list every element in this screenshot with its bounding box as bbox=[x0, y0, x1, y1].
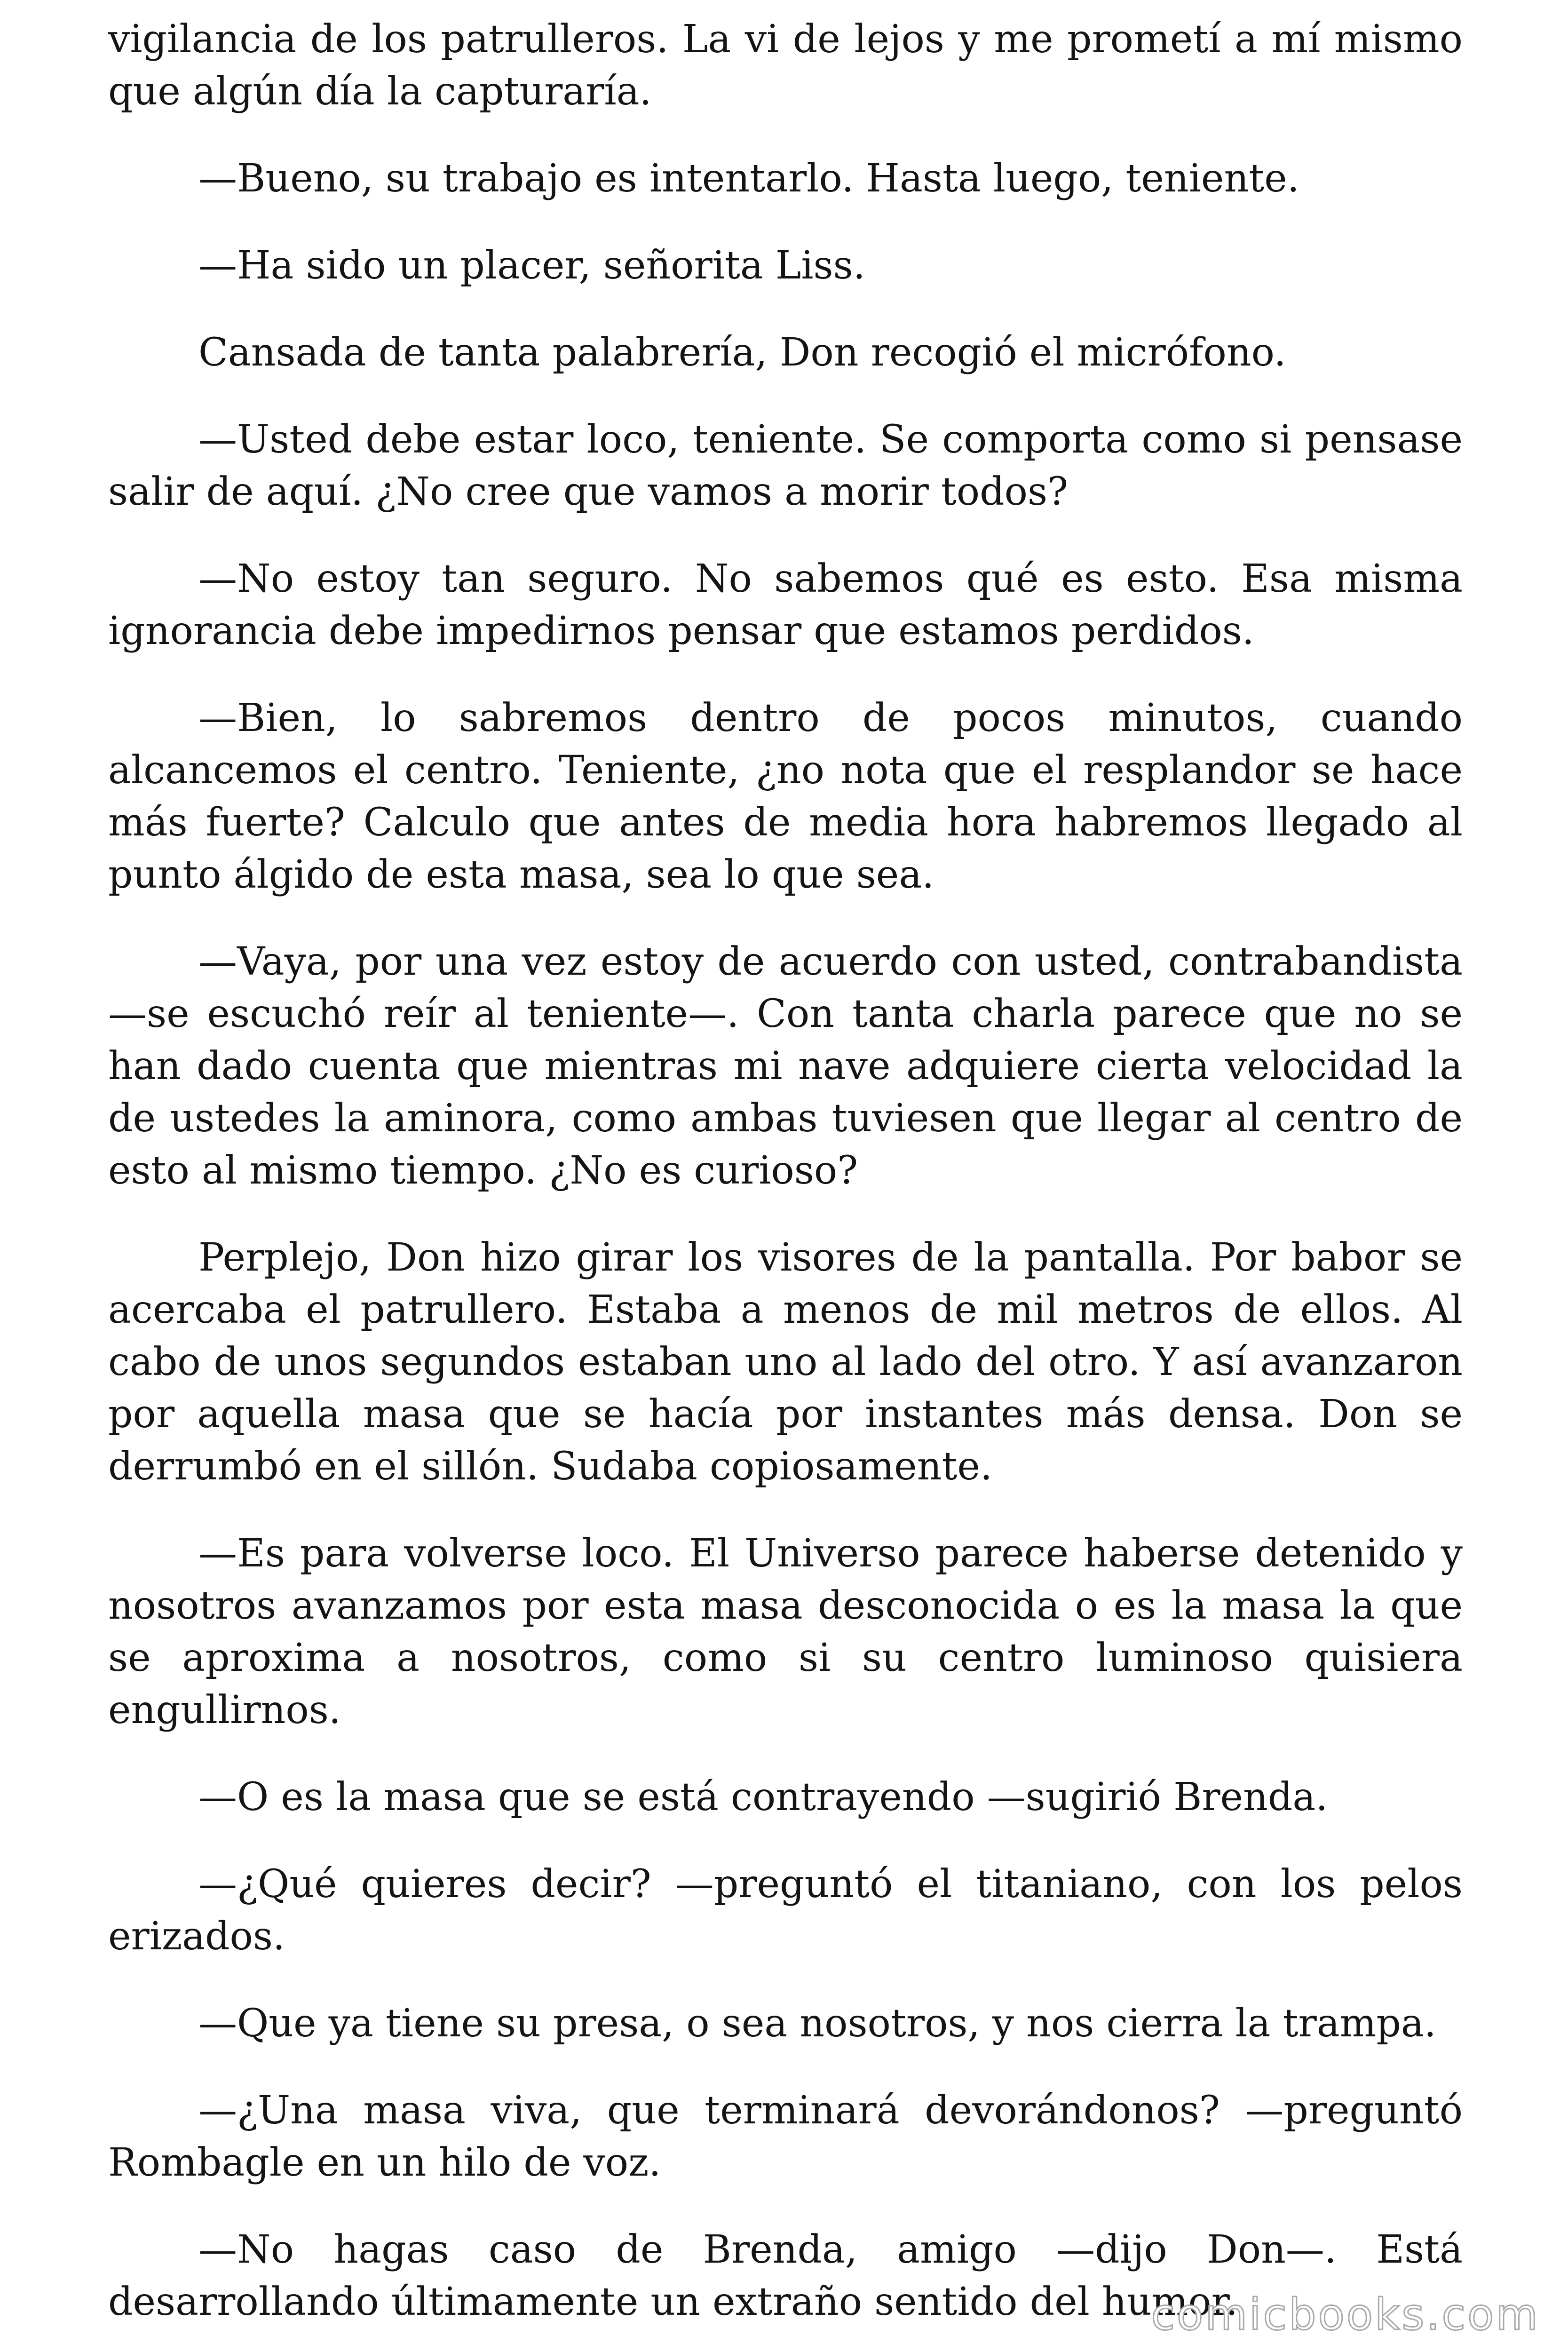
paragraph: Cansada de tanta palabrería, Don recogió el micrófono. bbox=[198, 330, 1286, 375]
watermark: comicbooks.com bbox=[1151, 2289, 1540, 2340]
paragraph: —Bueno, su trabajo es intentarlo. Hasta luego, teniente. bbox=[198, 156, 1299, 201]
paragraph: —Es para volverse loco. El Universo parece haberse detenido y nosotros avanzamos por esta masa desconocida o es la masa la que se aproxima a nosotros, como si su centro luminoso quisiera engullirnos. bbox=[108, 1531, 1463, 1732]
paragraph: —O es la masa que se está contrayendo —sugirió Brenda. bbox=[198, 1775, 1328, 1820]
paragraph-continued: vigilancia de los patrulleros. La vi de lejos y me prometí a mí mismo que algún día la capturaría. bbox=[108, 17, 1463, 114]
paragraph: —Vaya, por una vez estoy de acuerdo con usted, contrabandista —se escuchó reír al teniente—. Con tanta charla parece que no se han dado cuenta que mientras mi nave adquiere cierta velocidad la de ustedes la aminora, como ambas tuviesen que llegar al centro de esto al mismo tiempo. ¿No es curioso? bbox=[108, 939, 1463, 1193]
paragraph: —Ha sido un placer, señorita Liss. bbox=[198, 243, 865, 288]
paragraph: —No hagas caso de Brenda, amigo —dijo Don—. Está desarrollando últimamente un extraño sentido del humor. bbox=[108, 2227, 1463, 2324]
paragraph: —¿Qué quieres decir? —preguntó el titaniano, con los pelos erizados. bbox=[108, 1862, 1463, 1959]
paragraph: —Que ya tiene su presa, o sea nosotros, y nos cierra la trampa. bbox=[198, 2001, 1436, 2046]
paragraph: Perplejo, Don hizo girar los visores de la pantalla. Por babor se acercaba el patrullero. Estaba a menos de mil metros de ellos. Al cabo de unos segundos estaban uno al lado del otro. Y así avanzaron por aquella masa que se hacía por instantes más densa. Don se derrumbó en el sillón. Sudaba copiosamente. bbox=[108, 1235, 1463, 1489]
paragraph: —No estoy tan seguro. No sabemos qué es esto. Esa misma ignorancia debe impedirnos pensar que estamos perdidos. bbox=[108, 556, 1463, 653]
paragraph: —¿Una masa viva, que terminará devorándonos? —preguntó Rombagle en un hilo de voz. bbox=[108, 2088, 1463, 2185]
paragraph: —Bien, lo sabremos dentro de pocos minutos, cuando alcancemos el centro. Teniente, ¿no nota que el resplandor se hace más fuerte? Calculo que antes de media hora habremos llegado al punto álgido de esta masa, sea lo que sea. bbox=[108, 696, 1463, 897]
paragraph: —Usted debe estar loco, teniente. Se comporta como si pensase salir de aquí. ¿No cree que vamos a morir todos? bbox=[108, 417, 1463, 514]
